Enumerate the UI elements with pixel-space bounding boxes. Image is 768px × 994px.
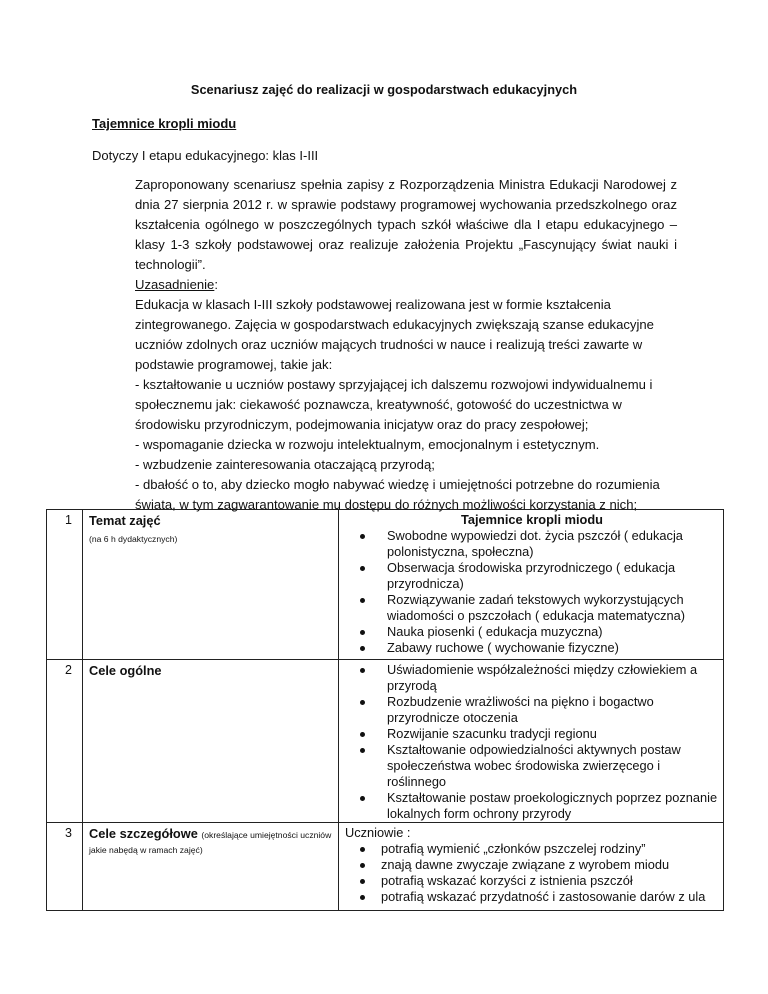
intro-section [135, 175, 677, 515]
row-content [339, 660, 724, 823]
row-label-text: Cele szczegółowe [89, 826, 198, 841]
row-label-cell [83, 823, 339, 911]
table-row [47, 823, 724, 911]
row-content [339, 510, 724, 660]
list-item: Zabawy ruchowe ( wychowanie fizyczne) [345, 640, 719, 656]
intro-paragraph: Zaproponowany scenariusz spełnia zapisy z Rozporządzenia Ministra Edukacji Narodowej z dnia 27 sierpnia 2012 r. w sprawie podstawy programowej wychowania przedszkolnego oraz kształcenia ogólnego w poszczególnych typach szkół właściwe dla I etapu edukacyjnego – klasy 1-3 szkoły podstawowej oraz realizuje założenia Projektu „Fascynujący świat nauki i technologii”. [135, 177, 677, 272]
justification-colon: : [214, 277, 218, 292]
curriculum-point: - dbałość o to, aby dziecko mogło nabywać wiedzę i umiejętności potrzebne do rozumienia świata, w tym zagwarantowanie mu dostępu do różnych możliwości korzystania z nich; [135, 477, 660, 512]
row-number: 1 [47, 510, 83, 660]
list-item: Uświadomienie współzależności między człowiekiem a przyrodą [345, 662, 719, 694]
students-lead: Uczniowie : [345, 825, 411, 840]
topic-list [345, 528, 719, 656]
list-item: Rozwijanie szacunku tradycji regionu [345, 726, 719, 742]
row-label: Temat zajęć [89, 513, 161, 528]
goals-list [345, 662, 719, 822]
scenario-subtitle: Tajemnice kropli miodu [92, 116, 237, 131]
row-content [339, 823, 724, 911]
row-label: Cele ogólne [89, 663, 162, 678]
curriculum-point: - wspomaganie dziecka w rozwoju intelektualnym, emocjonalnym i estetycznym. [135, 437, 600, 452]
row-note: (na 6 h dydaktycznych) [89, 534, 178, 544]
curriculum-points [135, 375, 677, 515]
curriculum-point: - wzbudzenie zainteresowania otaczającą przyrodą; [135, 457, 435, 472]
list-item: Kształtowanie odpowiedzialności aktywnych postaw społeczeństwa wobec środowiska zwierzęcego i roślinnego [345, 742, 719, 790]
justification-heading [135, 275, 677, 295]
row-label-cell [83, 510, 339, 660]
list-item: potrafią wskazać przydatność i zastosowanie darów z ula [345, 889, 719, 905]
list-item: potrafią wymienić „członków pszczelej rodziny” [345, 841, 719, 857]
list-item: Swobodne wypowiedzi dot. życia pszczół ( edukacja polonistyczna, społeczna) [345, 528, 719, 560]
table-row [47, 660, 724, 823]
list-item: Obserwacja środowiska przyrodniczego ( edukacja przyrodnicza) [345, 560, 719, 592]
row-label [89, 826, 332, 856]
list-item: Nauka piosenki ( edukacja muzyczna) [345, 624, 719, 640]
education-stage: Dotyczy I etapu edukacyjnego: klas I-III [92, 148, 319, 163]
topic-heading: Tajemnice kropli miodu [461, 512, 603, 527]
list-item: potrafią wskazać korzyści z istnienia pszczół [345, 873, 719, 889]
justification-text: Edukacja w klasach I-III szkoły podstawowej realizowana jest w formie kształcenia zintegrowanego. Zajęcia w gospodarstwach edukacyjnych zwiększają szanse edukacyjne uczniów zdolnych oraz uczniów mających trudności w nauce i realizują treści zawarte w podstawie programowej, takie jak: [135, 297, 654, 372]
table-row [47, 510, 724, 660]
lesson-table [46, 509, 724, 911]
list-item: Kształtowanie postaw proekologicznych poprzez poznanie lokalnych form ochrony przyrody [345, 790, 719, 822]
row-number: 2 [47, 660, 83, 823]
curriculum-point: - kształtowanie u uczniów postawy sprzyjającej ich dalszemu rozwojowi indywidualnemu i społecznemu jak: ciekawość poznawcza, kreatywność, gotowość do uczestnictwa w środowisku przyrodniczym, podejmowania inicjatyw oraz do pracy zespołowej; [135, 377, 653, 432]
objectives-list [345, 841, 719, 905]
justification-label: Uzasadnienie [135, 277, 215, 292]
row-label-cell [83, 660, 339, 823]
list-item: Rozwiązywanie zadań tekstowych wykorzystujących wiadomości o pszczołach ( edukacja matematyczna) [345, 592, 719, 624]
document-title: Scenariusz zajęć do realizacji w gospodarstwach edukacyjnych [190, 82, 578, 97]
list-item: Rozbudzenie wrażliwości na piękno i bogactwo przyrodnicze otoczenia [345, 694, 719, 726]
list-item: znają dawne zwyczaje związane z wyrobem miodu [345, 857, 719, 873]
row-number: 3 [47, 823, 83, 911]
row-note: (określające umiejętności uczniów jakie nabędą w ramach zajęć) [89, 830, 332, 855]
